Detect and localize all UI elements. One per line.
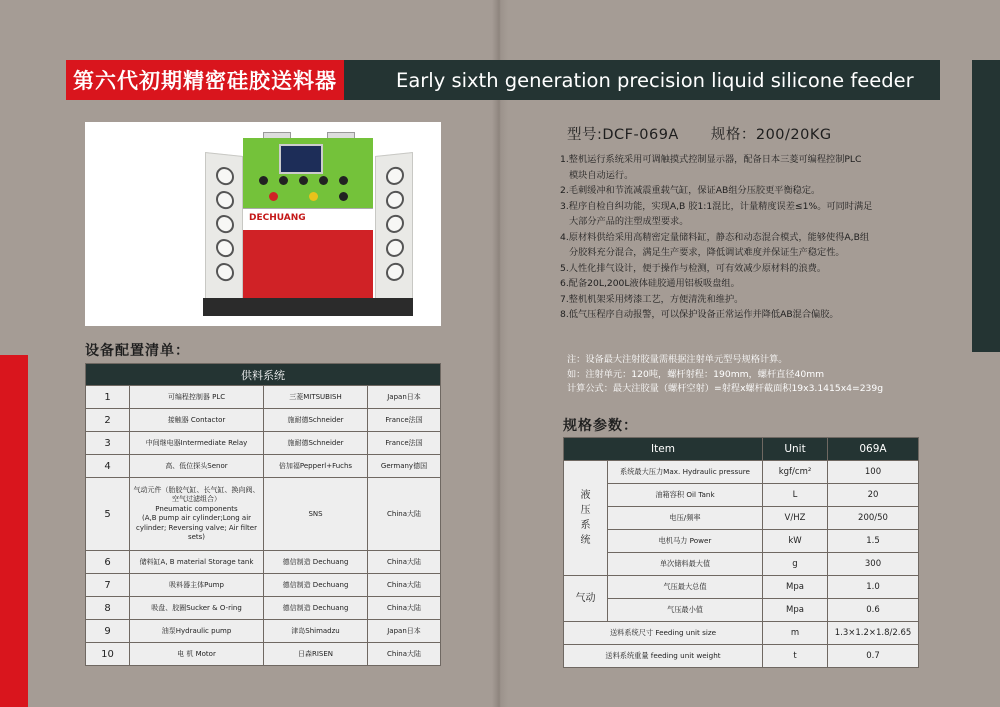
config-table-title: 供料系统 <box>86 364 441 386</box>
component-origin: Japan日本 <box>368 386 441 409</box>
component-origin: China大陆 <box>368 574 441 597</box>
table-row <box>564 576 919 599</box>
spec-item: 电压/频率 <box>608 507 763 530</box>
calculation-notes <box>567 353 883 397</box>
row-number: 6 <box>86 551 130 574</box>
control-knob-icon <box>339 176 348 185</box>
spec-unit: m <box>763 622 828 645</box>
component-origin: Japan日本 <box>368 620 441 643</box>
left-tank-panel <box>205 152 243 304</box>
feeder-machine-illustration <box>203 132 413 318</box>
table-row <box>564 622 919 645</box>
pressure-gauge-icon <box>386 190 404 210</box>
spec-unit: V/HZ <box>763 507 828 530</box>
group-pneumatic: 气动 <box>564 576 608 622</box>
spec-item: 气压最小值 <box>608 599 763 622</box>
spec-value: 100 <box>828 461 919 484</box>
group-label-char: 压 <box>580 505 591 516</box>
spec-item: 气压最大总值 <box>608 576 763 599</box>
features-list <box>560 152 910 323</box>
spec-item: 单次储料最大值 <box>608 553 763 576</box>
feature-line: 分胶料充分混合，满足生产要求，降低调试难度并保证生产稳定性。 <box>569 247 845 258</box>
table-row <box>564 645 919 668</box>
spec-item: 油箱容积 Oil Tank <box>608 484 763 507</box>
component-brand: 德信制造 Dechuang <box>264 551 368 574</box>
control-knob-icon <box>339 192 348 201</box>
row-number: 9 <box>86 620 130 643</box>
product-photo <box>85 122 441 326</box>
cabinet-door <box>243 230 373 300</box>
component-name: 储料缸A, B material Storage tank <box>130 551 264 574</box>
component-name-cn: 气动元件（胎胶气缸、长气缸、换向阀、空气过滤组合） <box>133 485 260 503</box>
table-row <box>86 455 441 478</box>
component-name: 电 机 Motor <box>130 643 264 666</box>
spec-header-model: 069A <box>828 438 919 461</box>
component-brand: SNS <box>264 478 368 551</box>
feature-line: 7.整机机架采用烤漆工艺，方便清洗和维护。 <box>560 293 744 305</box>
row-number: 8 <box>86 597 130 620</box>
table-row <box>86 386 441 409</box>
spec-unit: Mpa <box>763 576 828 599</box>
touch-screen <box>279 144 323 174</box>
title-chinese: 第六代初期精密硅胶送料器 <box>66 60 344 100</box>
component-name-en: Pneumatic components <box>155 504 238 513</box>
spec-value: 200/50 <box>828 507 919 530</box>
feature-line: 模块自动运行。 <box>569 169 634 181</box>
component-brand: 德信制造 Dechuang <box>264 597 368 620</box>
spec-header-item: Item <box>564 438 763 461</box>
spec-item: 送料系统重量 feeding unit weight <box>564 645 763 668</box>
spec-table <box>563 437 919 668</box>
spec-value: 20 <box>828 484 919 507</box>
stop-button-icon <box>269 192 278 201</box>
table-row <box>86 432 441 455</box>
spec-value: 0.6 <box>828 599 919 622</box>
control-panel <box>243 138 373 208</box>
pressure-gauge-icon <box>386 166 404 186</box>
component-name: 高、低位探头Senor <box>130 455 264 478</box>
feature-line: 3.程序自检自纠功能，实现A,B 胶1:1混比，计量精度误差≤1%。可同时满足 <box>560 200 873 212</box>
component-name <box>130 478 264 551</box>
component-origin: Germany德国 <box>368 455 441 478</box>
right-tank-panel <box>375 152 413 304</box>
pressure-gauge-icon <box>386 262 404 282</box>
spec-value: 1.5 <box>828 530 919 553</box>
feature-line: 1.整机运行系统采用可调触摸式控制显示器，配备日本三菱可编程控制PLC <box>560 154 862 165</box>
spec-unit: g <box>763 553 828 576</box>
table-row <box>564 484 919 507</box>
spec-unit: Mpa <box>763 599 828 622</box>
model-number: 型号:DCF-069A <box>567 127 679 143</box>
spec-unit: t <box>763 645 828 668</box>
feature-line: 5.人性化排气设计，便于操作与检测，可有效减少原材料的浪费。 <box>560 262 827 274</box>
pressure-gauge-icon <box>216 166 234 186</box>
component-origin: France法国 <box>368 432 441 455</box>
dark-accent-strip <box>972 60 1000 352</box>
component-origin: China大陆 <box>368 597 441 620</box>
component-brand: 德信制造 Dechuang <box>264 574 368 597</box>
model-line <box>567 123 832 144</box>
control-cabinet <box>243 138 373 300</box>
row-number: 7 <box>86 574 130 597</box>
machine-base <box>203 298 413 316</box>
table-row <box>86 643 441 666</box>
spec-unit: L <box>763 484 828 507</box>
component-brand: 津岛Shimadzu <box>264 620 368 643</box>
row-number: 1 <box>86 386 130 409</box>
brand-plate <box>243 208 373 231</box>
row-number: 3 <box>86 432 130 455</box>
group-label-char: 统 <box>580 535 591 546</box>
row-number: 4 <box>86 455 130 478</box>
config-table <box>85 363 441 666</box>
component-name: 中间继电器Intermediate Relay <box>130 432 264 455</box>
title-english: Early sixth generation precision liquid silicone feeder <box>344 60 940 100</box>
component-name: 吸料器主体Pump <box>130 574 264 597</box>
spec-item: 系统最大压力Max. Hydraulic pressure <box>608 461 763 484</box>
table-row <box>86 574 441 597</box>
pressure-gauge-icon <box>216 238 234 258</box>
table-row <box>86 409 441 432</box>
component-brand: 倍加福Pepperl+Fuchs <box>264 455 368 478</box>
table-row <box>86 478 441 551</box>
spec-value: 0.7 <box>828 645 919 668</box>
row-number: 10 <box>86 643 130 666</box>
component-brand: 三菱MITSUBISH <box>264 386 368 409</box>
component-origin: China大陆 <box>368 551 441 574</box>
config-heading: 设备配置清单： <box>85 343 190 359</box>
note-line: 计算公式：最大注胶量（螺杆空射）=射程x螺杆截面积19x3.1415x4=239g <box>567 383 884 394</box>
spec-unit: kW <box>763 530 828 553</box>
page-spine <box>492 0 508 707</box>
pressure-gauge-icon <box>386 238 404 258</box>
spec-value: 300 <box>828 553 919 576</box>
spec-item: 送料系统尺寸 Feeding unit size <box>564 622 763 645</box>
feature-line: 大部分产品的注塑成型要求。 <box>569 216 689 227</box>
component-name: 油泵Hydraulic pump <box>130 620 264 643</box>
table-row <box>564 507 919 530</box>
note-line: 如：注射单元：120吨，螺杆射程：190mm，螺杆直径40mm <box>567 368 825 380</box>
component-name-detail: (A,B pump air cylinder;Long air cylinder; Reversing valve; Air filter sets) <box>136 514 257 541</box>
model-spec: 规格：200/20KG <box>710 127 832 143</box>
component-origin: France法国 <box>368 409 441 432</box>
spec-unit: kgf/cm² <box>763 461 828 484</box>
red-accent-strip <box>0 355 28 707</box>
row-number: 2 <box>86 409 130 432</box>
table-row <box>564 553 919 576</box>
table-row <box>86 620 441 643</box>
control-knob-icon <box>299 176 308 185</box>
component-name: 吸盘、胶圈Sucker & O-ring <box>130 597 264 620</box>
control-knob-icon <box>319 176 328 185</box>
table-row <box>86 551 441 574</box>
feature-line: 6.配备20L,200L液体硅胶通用铝板吸盘组。 <box>560 278 740 289</box>
note-line: 注：设备最大注射胶量需根据注射单元型号规格计算。 <box>567 354 788 365</box>
pressure-gauge-icon <box>386 214 404 234</box>
component-brand: 施耐德Schneider <box>264 409 368 432</box>
feature-line: 4.原材料供给采用高精密定量储料缸，静态和动态混合模式，能够使得A,B组 <box>560 231 870 243</box>
indicator-light-icon <box>309 192 318 201</box>
pressure-gauge-icon <box>216 214 234 234</box>
pressure-gauge-icon <box>216 190 234 210</box>
spec-heading: 规格参数： <box>563 418 638 434</box>
spec-value: 1.0 <box>828 576 919 599</box>
feature-line: 8.低气压程序自动报警，可以保护设备正常运作并降低AB混合偏胶。 <box>560 309 839 320</box>
component-brand: 施耐德Schneider <box>264 432 368 455</box>
spec-item: 电机马力 Power <box>608 530 763 553</box>
component-name: 可编程控制器 PLC <box>130 386 264 409</box>
spec-header-unit: Unit <box>763 438 828 461</box>
row-number: 5 <box>86 478 130 551</box>
group-label-char: 系 <box>580 520 591 531</box>
table-row <box>564 461 919 484</box>
table-row <box>564 530 919 553</box>
component-name: 接触器 Contactor <box>130 409 264 432</box>
spec-value: 1.3×1.2×1.8/2.65 <box>828 622 919 645</box>
component-origin: China大陆 <box>368 643 441 666</box>
table-row <box>86 597 441 620</box>
component-origin: China大陆 <box>368 478 441 551</box>
group-hydraulic-system <box>564 461 608 576</box>
control-knob-icon <box>279 176 288 185</box>
control-knob-icon <box>259 176 268 185</box>
feature-line: 2.毛刺缓冲和节流减震重载气缸，保证AB组分压胶更平衡稳定。 <box>560 185 821 196</box>
component-brand: 日森RISEN <box>264 643 368 666</box>
pressure-gauge-icon <box>216 262 234 282</box>
group-label-char: 液 <box>580 490 591 501</box>
table-row <box>564 599 919 622</box>
dechuang-logo: DECHUANG <box>249 213 306 223</box>
